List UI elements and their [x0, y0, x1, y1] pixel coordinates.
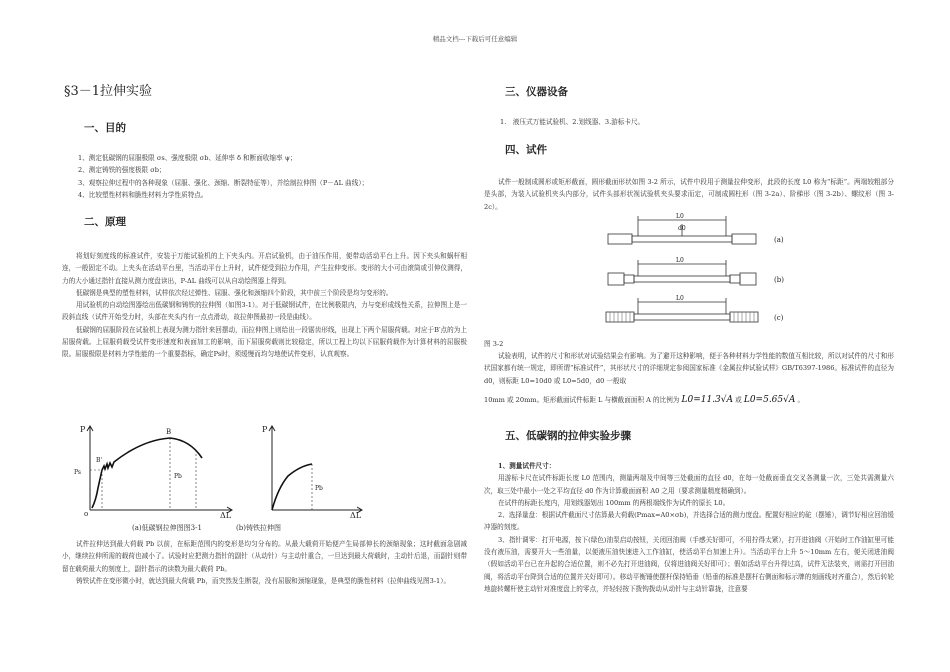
graph-a-b-label: B: [166, 428, 172, 436]
graph-b-p-label: P: [262, 425, 268, 434]
paragraph: 铸铁试件在变形微小时，就达到最大荷载 Pb，而突然发生断裂，没有屈服和颈缩现象，是典型的脆性材料（拉伸曲线见图3-1）。: [76, 576, 451, 585]
paragraph: 试件拉伸达到最大荷载 Pb 以前，在标距范围内的变形是均匀分布的。从最大载荷开始便产生局部伸长的颈缩现象；这时截面急剧减小，继续拉伸所需的载荷也减小了。试验时应把测力指针的副针（从动针）与主动针重合，一旦达到最大荷载时，主动针后退，而副针则带留在载荷最大的刻度上，副针指示的读数为最大载荷 Pb。: [62, 540, 467, 573]
graph-b-pb-label: Pb: [315, 485, 323, 492]
section-specimen-heading: 四、试件: [505, 144, 547, 156]
page-header: 精品文档---下载后可任意编辑: [432, 35, 518, 43]
paragraph: 试验表明，试件的尺寸和形状对试验结果会有影响。为了避开这种影响，便于各种材料力学性能的数值互相比较，所以对试件的尺寸和形状国家都有统一规定，即所谓“标准试件”，其形状尺寸的详细规定参阅国家标准《金属拉伸试验试样》GB/T6397-1986。标准试件的直径为 d0，则标距 L0=10d0 或 L0=5d0，d0 一般取: [484, 352, 894, 385]
fig32-d0-a: d0: [678, 225, 686, 232]
paragraph: 将划好刻度线的标准试件，安装于万能试验机的上下夹头内。开启试验机，由于油压作用，便带动活动平台上升。因下夹头和蜗杆相连，一般固定不动。上夹头在活动平台里，当活动平台上升时，试件便受到拉力作用，产生拉伸变形。变形的大小可由滚筒或引伸仪测得，力的大小通过指针直接从测力度盘读出，P-ΔL 曲线可以从自动绘图器上得到。: [62, 252, 467, 285]
page-title: §3－1拉伸实验: [64, 84, 153, 99]
goal-item: 4、比较塑性材料和脆性材料力学性质特点。: [78, 190, 208, 199]
principle-text: [62, 250, 467, 361]
principle-text-2: [62, 538, 467, 587]
step-title: 1、测量试件尺寸：: [498, 462, 556, 470]
formula-1: L0=11.3√A: [681, 395, 734, 405]
formula-or: 或: [735, 396, 742, 404]
paragraph: 用游标卡尺在试件标距长度 L0 范围内，测量两端及中间等三处截面的直径 d0，在每一处截面垂直交叉各测量一次，三处共需测量六次，取三处中最小一处之平均直径 d0 作为计算截面面积 A0 之用（要求测量精度精确到）。: [484, 474, 894, 495]
paragraph: 3、指针调零：打开电源，按下(绿色)油泵启动按钮，关闭回油阀（手感关好即可，不用拧得太紧），打开进油阀（开始时工作油缸里可能没有液压油，需要开大一些油量，以便液压油快速进入工作油缸，使活动平台加速上升）。当活动平台上升 5～10mm 左右，便关闭进油阀（假如活动平台已在升起的合适位置，则不必先打开进油阀，仅将进油阀关好即可）；假如活动平台升得过高，试件无法装夹，则需打开回油阀，将活动平台降到合适的位置并关好即可）。移动平衡锤使摆杆保持铅垂（铅垂的标准是摆杆右侧面和标示牌的刻画线对齐重合），然后转轮地旋转螺杆使主动针对准度盘上的零点，并轻轻按下拨钩拨动从动针与主动针靠拢，注意要: [484, 535, 894, 593]
figure-3-1: [72, 418, 372, 518]
fig32-l0-a: L0: [676, 213, 684, 220]
paragraph: 试件一般制成圆形或矩形截面，圆形截面形状如图 3-2 所示，试件中段用于测量拉伸变形，此段的长度 L0 称为“标距”。两端较粗部分是头部，为装入试验机夹头内部分，试件头部形状视试验机夹头要求而定，可制成圆柱形（图 3-2a）、阶梯形（图 3-2b）、螺纹形（图 3-2c）。: [484, 178, 894, 211]
graph-a-curve: [92, 438, 202, 508]
graph-a-dl-label: ΔL: [220, 511, 232, 518]
goal-item: 1、测定低碳钢的屈服极限 σs、强度极限 σb、延伸率 δ 和断面收缩率 ψ；: [78, 154, 297, 162]
paragraph: 在试件的标距长度内，用划线器划出 100mm 的两根端线作为试件的原长 L0。: [498, 498, 730, 507]
graph-a-pb-label: Pb: [174, 473, 182, 480]
graph-a-p-label: P: [80, 425, 86, 434]
graph-b-curve: [272, 464, 312, 510]
paragraph: 低碳钢的屈服阶段在试验机上表现为测力指针来回摆动，而拉伸图上则给出一段锯齿形线，出现上下两个屈服荷载。对应于B′点的为上屈服荷载。上屈服荷载受试件变形速度和表面加工的影响，而下屈服荷载则比较稳定，所以工程上均以下屈服荷载作为计算材料的屈服极限。屈服极限是材料力学性能的一个重要指标，确定Ps时，须缓慢而均匀地使试件变形，认真观察。: [62, 325, 467, 359]
paragraph: 用试验机的自动绘图器绘出低碳钢和铸铁的拉伸图（如图3-1）。对于低碳钢试件，在比例极限内，力与变形成线性关系，拉伸图上是一段斜直线（试件开始受力时，头部在夹头内有一点点滑动，故拉伸图最初一段是曲线）。: [62, 301, 467, 322]
paragraph-fragment: 10mm 或 20mm。矩形截面试件标距 L 与横截面面积 A 的比例为: [484, 396, 680, 404]
figure-3-1-caption-a: (a)低碳钢拉伸图图3-1: [132, 524, 202, 532]
graph-a-ps-label: Ps: [74, 469, 81, 476]
fig32-label-b: (b): [774, 276, 784, 284]
section-steps-heading: 五、低碳钢的拉伸实验步骤: [505, 430, 631, 442]
graph-b-axes: [269, 426, 362, 513]
graph-a-bp-label: B': [96, 457, 103, 464]
paragraph: 低碳钢是典型的塑性材料，试样依次经过弹性、屈服、强化和颈缩四个阶段，其中前三个阶段是均匀变形的。: [76, 288, 393, 297]
goals-list: [78, 152, 473, 201]
formula-2: L0=5.65√A: [743, 395, 796, 405]
section-purpose-heading: 一、目的: [84, 122, 126, 134]
section-principle-heading: 二、原理: [84, 216, 126, 228]
fig32-l0-c: L0: [676, 295, 684, 302]
formula-end: 。: [797, 396, 805, 404]
fig32-l0-b: L0: [676, 257, 684, 264]
figure-3-1-caption-b: (b)铸铁拉伸图: [236, 524, 281, 532]
figure-3-2: [596, 212, 796, 332]
graph-b-dl-label: ΔL: [350, 511, 362, 518]
steps-text: [484, 460, 894, 595]
goal-item: 2、测定铸铁的强度极限 σb；: [78, 166, 166, 175]
goal-item: 3、观察拉伸过程中的各种现象（屈服、强化、颈缩、断裂特征等），并绘制拉伸图（P－ΔL 曲线）；: [78, 178, 369, 187]
fig32-label-c: (c): [774, 314, 784, 322]
section-equipment-heading: 三、仪器设备: [505, 86, 568, 98]
paragraph: 2、选择量盘：根据试件截面尺寸估算最大荷载(Pmax=A0×σb)，并选择合适的测力度盘。配置好相应的砣（摆锤），调节好相应回油缓冲器的刻度。: [484, 511, 894, 532]
fig32-label-a: (a): [774, 236, 784, 244]
equipment-list: 1. 液压式万能试验机、2.划线器、3.游标卡尺。: [500, 118, 645, 126]
figure-3-2-caption: 图 3-2: [484, 340, 504, 348]
graph-a-origin: o: [84, 510, 89, 518]
formula-line: [484, 394, 804, 406]
